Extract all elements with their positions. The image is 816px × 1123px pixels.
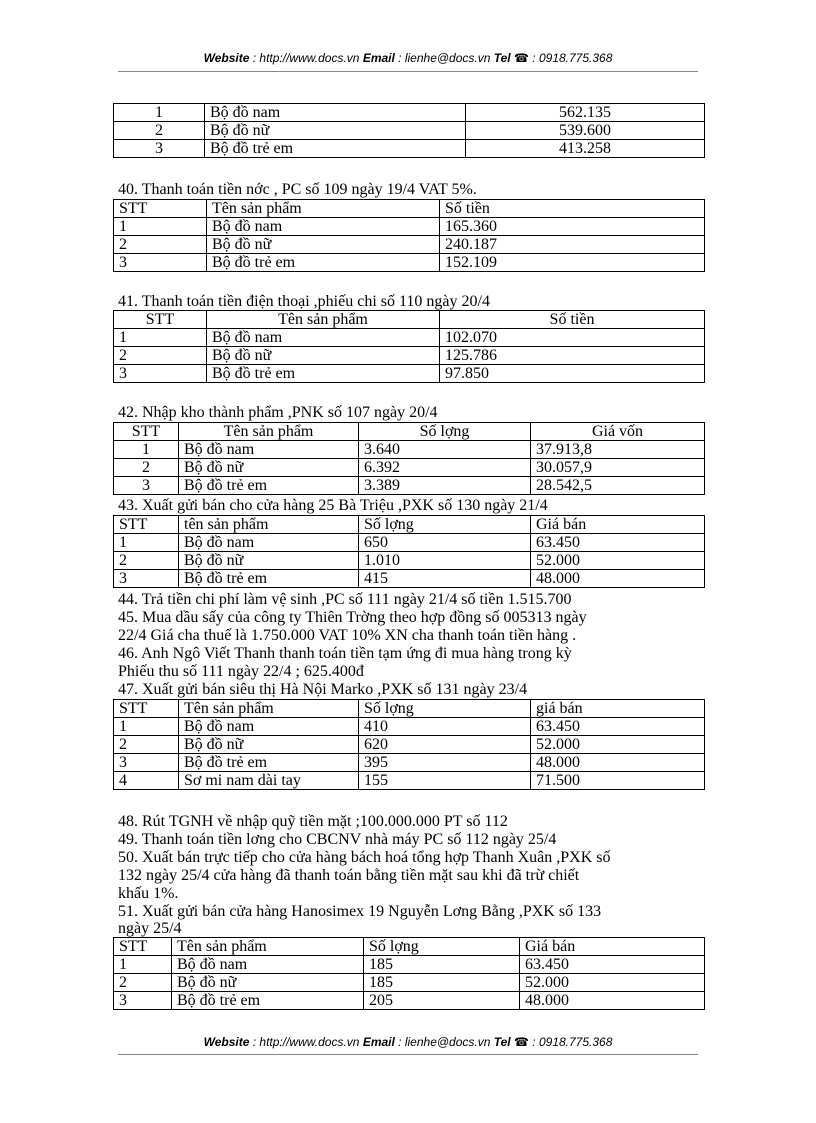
paragraph-49: 49. Thanh toán tiền lơng cho CBCNV nhà máy PC số 112 ngày 25/4 xyxy=(118,831,557,848)
page-header xyxy=(118,51,698,65)
footer-phone-icon: ☎ xyxy=(514,1035,529,1049)
table-row: 1 Bộ đồ nam 562.135 xyxy=(114,104,705,122)
table-row: 1 Bộ đồ nam 410 63.450 xyxy=(114,718,705,736)
paragraph-50-line-1: 50. Xuất bán trực tiếp cho cửa hàng bách hoá tổng hợp Thanh Xuân ,PXK số xyxy=(118,849,611,866)
table-row: 1 Bộ đồ nam 185 63.450 xyxy=(114,956,705,974)
table-41 xyxy=(113,310,705,383)
table-row: 3 Bộ đồ trẻ em 205 48.000 xyxy=(114,992,705,1010)
paragraph-45-line-1: 45. Mua dầu sấy của công ty Thiên Trờng theo hợp đồng số 005313 ngày xyxy=(118,609,587,626)
section-41-title: 41. Thanh toán tiền điện thoại ,phiếu chi số 110 ngày 20/4 xyxy=(118,293,490,310)
website-url[interactable]: : http://www.docs.vn xyxy=(252,51,360,65)
email-label: Email xyxy=(362,51,395,65)
paragraph-44: 44. Trả tiền chi phí làm vệ sinh ,PC số 111 ngày 21/4 số tiền 1.515.700 xyxy=(118,591,572,608)
table-top xyxy=(113,103,705,158)
table-header-row: STT Tên sản phẩm Số lợng Giá bán xyxy=(114,938,705,956)
paragraph-46-line-2: Phiếu thu số 111 ngày 22/4 ; 625.400đ xyxy=(118,663,364,680)
section-51-title-line-1: 51. Xuất gửi bán cửa hàng Hanosimex 19 Nguyễn Lơng Bằng ,PXK số 133 xyxy=(118,903,602,920)
table-row: 2 Bộ đồ nữ 6.392 30.057,9 xyxy=(114,459,705,477)
table-row: 3 Bộ đồ trẻ em 395 48.000 xyxy=(114,754,705,772)
paragraph-46-line-1: 46. Anh Ngô Viết Thanh thanh toán tiền tạm ứng đi mua hàng trong kỳ xyxy=(118,645,572,662)
table-row: 2 Bộ đồ nữ 185 52.000 xyxy=(114,974,705,992)
section-51-title-line-2: ngày 25/4 xyxy=(118,920,182,937)
table-row: 2 Bộ đồ nữ 539.600 xyxy=(114,122,705,140)
table-row: 2 Bộ đồ nữ 125.786 xyxy=(114,347,705,365)
table-row: 4 Sơ mi nam dài tay 155 71.500 xyxy=(114,772,705,790)
table-header-row: STT Tên sản phẩm Số tiền xyxy=(114,200,705,218)
table-header-row: STT Tên sản phẩm Số tiền xyxy=(114,311,705,329)
table-row: 2 Bộ đồ nữ 240.187 xyxy=(114,236,705,254)
phone-icon: ☎ xyxy=(514,51,529,65)
table-row: 3 Bộ đồ trẻ em 3.389 28.542,5 xyxy=(114,477,705,495)
table-row: 3 Bộ đồ trẻ em 413.258 xyxy=(114,140,705,158)
table-row: 3 Bộ đồ trẻ em 415 48.000 xyxy=(114,570,705,588)
header-divider xyxy=(118,71,698,72)
paragraph-48: 48. Rút TGNH về nhập quỹ tiền mặt ;100.000.000 PT số 112 xyxy=(118,813,508,830)
footer-tel-label: Tel xyxy=(493,1035,511,1049)
table-row: 2 Bộ đồ nữ 1.010 52.000 xyxy=(114,552,705,570)
paragraph-50-line-3: khấu 1%. xyxy=(118,885,179,902)
footer-email-label: Email xyxy=(362,1035,395,1049)
table-row: 1 Bộ đồ nam 102.070 xyxy=(114,329,705,347)
website-label: Website xyxy=(203,51,250,65)
section-47-title: 47. Xuất gửi bán siêu thị Hà Nội Marko ,PXK số 131 ngày 23/4 xyxy=(118,681,528,698)
footer-website-url[interactable]: : http://www.docs.vn xyxy=(252,1035,360,1049)
table-header-row: STT Tên sản phẩm Số lợng Giá vốn xyxy=(114,423,705,441)
footer-email-value[interactable]: : lienhe@docs.vn xyxy=(398,1035,491,1049)
table-51 xyxy=(113,937,705,1010)
table-47 xyxy=(113,699,705,790)
tel-value: : 0918.775.368 xyxy=(532,51,613,65)
tel-label: Tel xyxy=(493,51,511,65)
table-43 xyxy=(113,515,705,588)
footer-tel-value: : 0918.775.368 xyxy=(532,1035,613,1049)
table-42 xyxy=(113,422,705,495)
section-43-title: 43. Xuất gửi bán cho cửa hàng 25 Bà Triệu ,PXK số 130 ngày 21/4 xyxy=(118,497,548,514)
section-40-title: 40. Thanh toán tiền nớc , PC số 109 ngày 19/4 VAT 5%. xyxy=(118,181,477,198)
paragraph-50-line-2: 132 ngày 25/4 cửa hàng đã thanh toán bằng tiền mặt sau khi đã trừ chiết xyxy=(118,867,580,884)
table-header-row: STT tên sản phẩm Số lợng Giá bán xyxy=(114,516,705,534)
table-header-row: STT Tên sản phẩm Số lợng giá bán xyxy=(114,700,705,718)
paragraph-45-line-2: 22/4 Giá cha thuế là 1.750.000 VAT 10% XN cha thanh toán tiền hàng . xyxy=(118,627,577,644)
table-row: 1 Bộ đồ nam 3.640 37.913,8 xyxy=(114,441,705,459)
section-42-title: 42. Nhập kho thành phẩm ,PNK số 107 ngày 20/4 xyxy=(118,404,438,421)
footer-website-label: Website xyxy=(203,1035,250,1049)
table-row: 3 Bộ đồ trẻ em 152.109 xyxy=(114,254,705,272)
footer-divider xyxy=(118,1054,698,1055)
table-40 xyxy=(113,199,705,272)
table-row: 3 Bộ đồ trẻ em 97.850 xyxy=(114,365,705,383)
table-row: 2 Bộ đồ nữ 620 52.000 xyxy=(114,736,705,754)
page-footer xyxy=(118,1035,698,1049)
email-value[interactable]: : lienhe@docs.vn xyxy=(398,51,491,65)
table-row: 1 Bộ đồ nam 650 63.450 xyxy=(114,534,705,552)
table-row: 1 Bộ đồ nam 165.360 xyxy=(114,218,705,236)
